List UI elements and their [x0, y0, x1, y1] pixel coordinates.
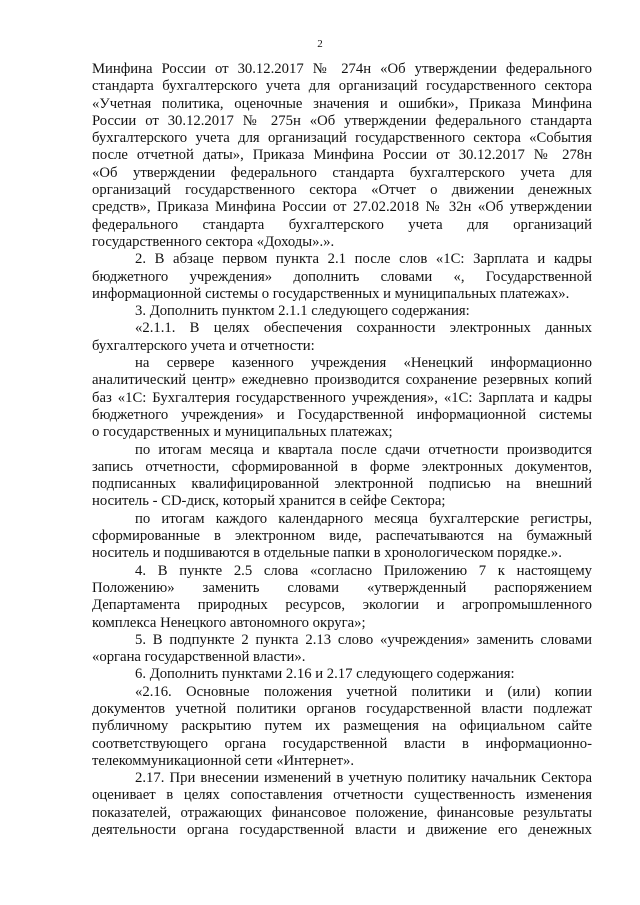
text-line: оценивает в целях сопоставления отчетности существенность изменения [92, 787, 592, 804]
text-line: баз «1С: Бухгалтерия государственного учреждения», «1С: Зарплата и кадры [92, 389, 592, 406]
text-line: о государственных и муниципальных платежах; [92, 424, 393, 441]
text-line: запись отчетности, сформированной в форме электронных документов, [92, 458, 592, 475]
text-line: бухгалтерского учета для организаций государственного сектора «События [92, 130, 592, 147]
text-line: России от 30.12.2017 № 275н «Об утверждении федерального стандарта [92, 112, 592, 129]
text-line: 4. В пункте 2.5 слова «согласно Приложению 7 к настоящему [135, 562, 592, 579]
text-line: сформированные в электронном виде, распечатываются на бумажный [92, 528, 592, 545]
text-line: «2.16. Основные положения учетной политики и (или) копии [135, 683, 592, 700]
text-line: показателей, отражающих финансовое положение, финансовые результаты [92, 804, 592, 821]
text-line: организаций государственного сектора «Отчет о движении денежных [92, 182, 592, 199]
text-line: 3. Дополнить пунктом 2.1.1 следующего содержания: [135, 303, 470, 320]
text-line: после отчетной даты», Приказа Минфина России от 30.12.2017 № 278н [92, 147, 592, 164]
text-line: федерального стандарта бухгалтерского учета для организаций [92, 216, 592, 233]
text-line: 6. Дополнить пунктами 2.16 и 2.17 следующего содержания: [135, 666, 515, 683]
text-line: Департамента природных ресурсов, экологии и агропромышленного [92, 597, 592, 614]
text-line: аналитический центр» ежедневно производится сохранение резервных копий [92, 372, 592, 389]
text-line: «2.1.1. В целях обеспечения сохранности электронных данных [135, 320, 592, 337]
text-line: «Учетная политика, оценочные значения и ошибки», Приказа Минфина [92, 95, 592, 112]
text-line: по итогам месяца и квартала после сдачи отчетности производится [135, 441, 592, 458]
text-line: «органа государственной власти». [92, 649, 306, 666]
text-line: документов учетной политики органов государственной власти подлежат [92, 700, 592, 717]
text-line: носитель и подшиваются в отдельные папки в хронологическом порядке.». [92, 545, 562, 562]
document-body [92, 61, 592, 839]
text-line: информационной системы о государственных и муниципальных платежах». [92, 285, 570, 302]
text-line: 2.17. При внесении изменений в учетную политику начальник Сектора [135, 770, 592, 787]
text-line: «Об утверждении федерального стандарта бухгалтерского учета для [92, 164, 592, 181]
text-line: подписанных квалифицированной электронной подписью на внешний [92, 476, 592, 493]
text-line: 2. В абзаце первом пункта 2.1 после слов «1С: Зарплата и кадры [135, 251, 592, 268]
text-line: бюджетного учреждения» и Государственной информационной системы [92, 406, 592, 423]
text-line: Минфина России от 30.12.2017 № 274н «Об утверждении федерального [92, 61, 592, 77]
text-line: средств», Приказа Минфина России от 27.02.2018 № 32н «Об утверждении [92, 199, 592, 216]
text-line: бюджетного учреждения» дополнить словами «, Государственной [92, 268, 592, 285]
text-line: публичному раскрытию путем их размещения на официальном сайте [92, 718, 592, 735]
text-line: телекоммуникационной сети «Интернет». [92, 752, 355, 769]
text-line: государственного сектора «Доходы».». [92, 233, 335, 250]
text-line: Положению» заменить словами «утвержденный распоряжением [92, 579, 592, 596]
text-line: 5. В подпункте 2 пункта 2.13 слово «учреждения» заменить словами [135, 631, 592, 648]
text-line: деятельности органа государственной власти и движение его денежных [92, 822, 592, 839]
text-line: соответствующего органа государственной власти в информационно- [92, 735, 592, 752]
text-line: носитель - CD-диск, который хранится в сейфе Сектора; [92, 493, 446, 510]
text-line: стандарта бухгалтерского учета для организаций государственного сектора [92, 78, 592, 95]
page-number: 2 [317, 38, 323, 50]
text-line: бухгалтерского учета и отчетности: [92, 337, 315, 354]
text-line: по итогам каждого календарного месяца бухгалтерские регистры, [135, 510, 592, 527]
text-line: на сервере казенного учреждения «Ненецкий информационно [135, 355, 592, 372]
text-line: комплекса Ненецкого автономного округа»; [92, 614, 366, 631]
